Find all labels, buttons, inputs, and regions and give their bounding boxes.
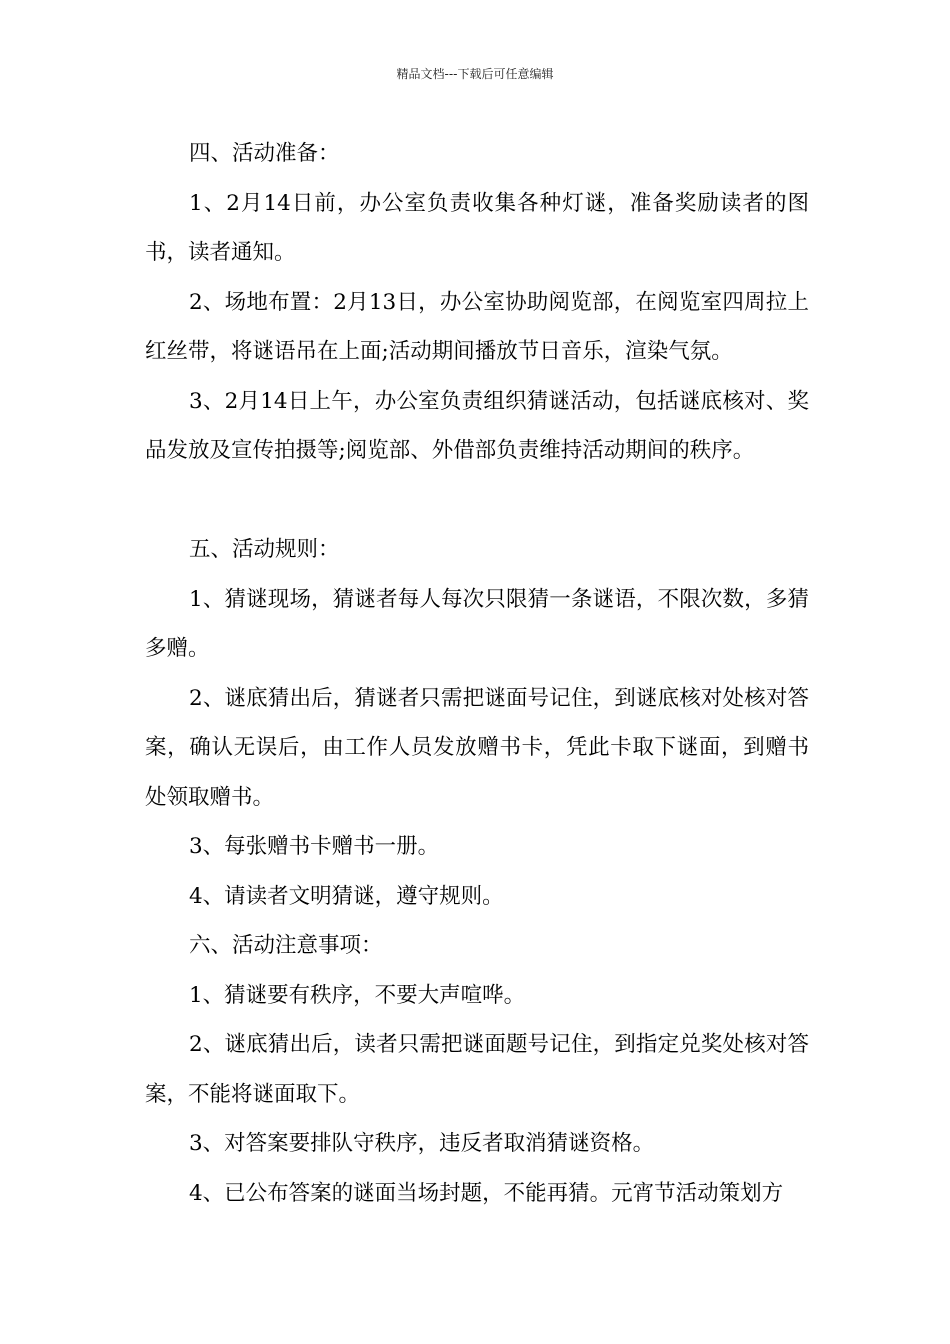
paragraph: 3、每张赠书卡赠书一册。 (189, 834, 440, 859)
paragraph: 4、请读者文明猜谜，遵守规则。 (189, 883, 504, 909)
paragraph: 2、谜底猜出后，读者只需把谜面题号记住，到指定兑奖处核对答案，不能将谜面取下。 (145, 1032, 809, 1107)
section-heading-rules: 五、活动规则： (189, 537, 340, 562)
paragraph: 1、猜谜现场，猜谜者每人每次只限猜一条谜语，不限次数，多猜多赠。 (145, 586, 809, 661)
page-header: 精品文档---下载后可任意编辑 (396, 67, 554, 81)
paragraph: 1、2月14日前，办公室负责收集各种灯谜，准备奖励读者的图书，读者通知。 (145, 190, 809, 265)
paragraph: 3、对答案要排队守秩序，违反者取消猜谜资格。 (189, 1131, 655, 1156)
blank-line (145, 476, 809, 526)
document-body (145, 129, 809, 1218)
section-heading-notes: 六、活动注意事项： (189, 933, 383, 958)
section-heading-preparation: 四、活动准备： (189, 141, 340, 166)
paragraph: 1、猜谜要有秩序，不要大声喧哗。 (189, 982, 526, 1008)
paragraph: 2、谜底猜出后，猜谜者只需把谜面号记住，到谜底核对处核对答案，确认无误后，由工作人员发放赠书卡，凭此卡取下谜面，到赠书处领取赠书。 (145, 685, 809, 810)
paragraph: 2、场地布置：2月13日，办公室协助阅览部，在阅览室四周拉上红丝带，将谜语吊在上面;活动期间播放节日音乐，渲染气氛。 (145, 289, 809, 364)
paragraph: 3、2月14日上午，办公室负责组织猜谜活动，包括谜底核对、奖品发放及宣传拍摄等;阅览部、外借部负责维持活动期间的秩序。 (145, 388, 809, 463)
paragraph: 4、已公布答案的谜面当场封题，不能再猜。元宵节活动策划方 (189, 1180, 784, 1206)
